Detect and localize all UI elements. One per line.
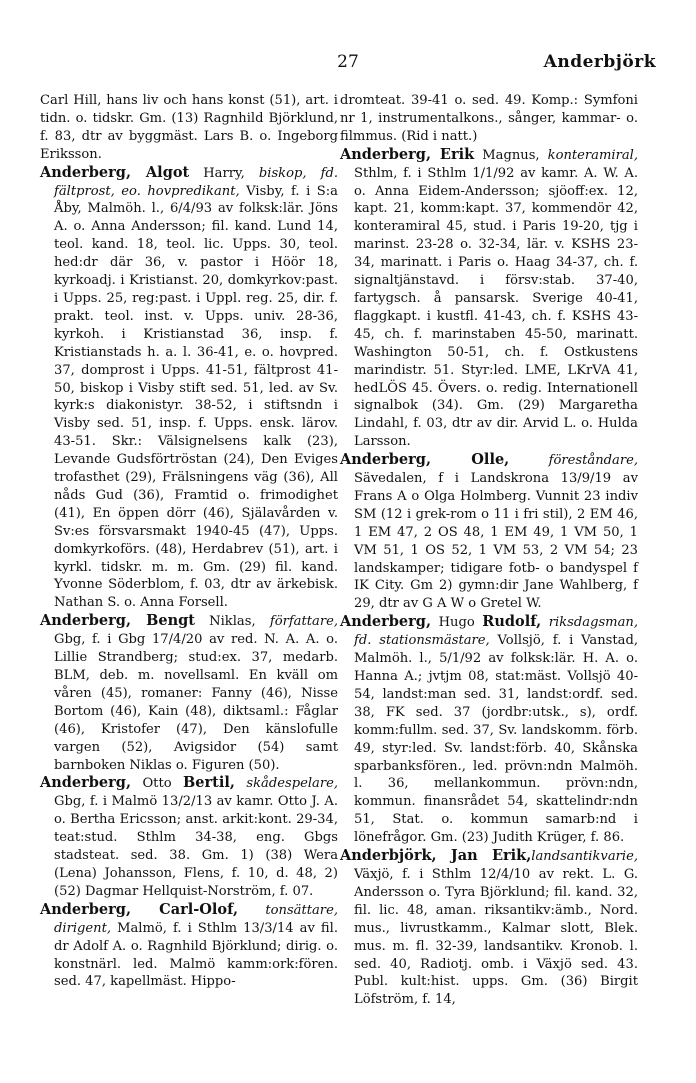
- entry-text: Magnus,: [474, 147, 548, 163]
- entry-title: landsantikvarie,: [531, 849, 638, 865]
- entry-name: Anderberg, Algot: [40, 163, 190, 181]
- entry-body: Visby, f. i S:a Åby, Malmöh. l., 6/4/93 av folksk:lär. Jöns A. o. Anna Andersson; fil. kand. Lund 14, teol. kand. 18, teol. lic. Upps. 30, teol. hed:dr där 36, v. pastor i Höör 18, kyrkoadj. i Kristianst. 20, domkyrkov:past. i Upps. 25, reg:past. i Uppl. reg. 25, dir. f. prakt. teol. inst. v. Upps. univ. 28-36, kyrkoh. i Kristianstad 36, insp. f. Kristianstads h. a. l. 36-41, e. o. hovpred. 37, domprost i Upps. 41-51, fältprost 41-50, biskop i Visby stift sed. 51, led. av Sv. kyrk:s diakonistyr. 38-52, i stiftsndn i Visby sed. 51, insp. f. Upps. ensk. lärov. 43-51. Skr.: Välsignelsens kalk (23), Levande Gudsförtröstan (24), Den Eviges trofasthet (29), Frälsningens väg (36), All nåds Gud (36), Framtid o. frimodighet (41), En öppen dörr (46), Själavården v. Sv:es försvarsmakt 1940-45 (47), Upps. domkyrkoförs. (48), Herdabrev (51), art. i kyrkl. tidskr. m. m. Gm. (29) fil. kand. Yvonne Söderblom, f. 03, dtr av ärkebisk. Nathan S. o. Anna Forsell.: [54, 183, 338, 611]
- entry-name: Anderberg, Erik: [340, 145, 475, 163]
- entry-text: dromteat. 39-41 o. sed. 49. Komp.: Symfoni nr 1, instrumentalkons., sånger, kammar- o. filmmus. (Rid i natt.): [340, 93, 638, 144]
- entry-olle-anderberg: [340, 451, 638, 613]
- entry-name: Anderberg, Bengt: [40, 612, 195, 630]
- entry-text: Niklas,: [194, 614, 270, 630]
- entry-text: Carl Hill, hans liv och hans konst (51), art. i tidn. o. tidskr. Gm. (13) Ragnhild Björklund, f. 83, dtr av byggmäst. Lars B. o. Ingeborg Eriksson.: [40, 93, 338, 162]
- page-header: [40, 52, 656, 82]
- entry-title: föreståndare,: [548, 453, 638, 469]
- entry-text: [238, 903, 265, 918]
- page-number: 27: [337, 52, 359, 72]
- entry-name-secondary: Rudolf,: [482, 613, 542, 631]
- left-column: [40, 92, 338, 991]
- entry-title: tonsättare, dirigent,: [54, 902, 338, 936]
- entry-algot-anderberg: [40, 164, 338, 613]
- entry-body: Gbg, f. i Malmö 13/2/13 av kamr. Otto J. A. o. Bertha Ericsson; anst. arkit:kont. 29-34, teat:stud. Sthlm 34-38, eng. Gbgs stadsteat. sed. 38. Gm. 1) (38) Wera (Lena) Johansson, Flens, f. 10, d. 48, 2) (52) Dagmar Hellquist-Norström, f. 07.: [54, 794, 338, 899]
- entry-text: Otto: [131, 776, 184, 792]
- entry-carl-olof-anderberg: [40, 901, 338, 992]
- entry-title: konteramiral,: [547, 147, 639, 163]
- entry-body: Malmö, f. i Sthlm 13/3/14 av fil. dr Adolf A. o. Ragnhild Björklund; dirig. o. konstnärl. led. Malmö kamm:ork:fören. sed. 47, kapellmäst. Hippo-: [54, 920, 338, 990]
- entry-bertil-anderberg: [40, 774, 338, 900]
- entry-title: biskop, fd. fältprost, eo. hovpredikant,: [54, 165, 338, 199]
- entry-name: Anderberg,: [340, 613, 431, 631]
- entry-jan-erik-anderbjork: [340, 847, 638, 1009]
- entry-title: författare,: [269, 614, 338, 630]
- entry-text: [509, 453, 548, 468]
- entry-body: Sthlm, f. i Sthlm 1/1/92 av kamr. A. W. A. o. Anna Eidem-Andersson; sjöoff:ex. 12, kapt. 21, komm:kapt. 37, kommendör 42, konteramiral 45, stud. i Paris 19-20, tjg i marinst. 23-28 o. 32-34, lär. v. KSHS 23-34, marinatt. i Paris o. Haag 34-37, ch. f. signaltjänstavd. i försv:stab. 37-40, fartygsch. å pansarsk. Sverige 40-41, flaggkapt. i kustfl. 41-43, ch. f. KSHS 43-45, ch. f. marinstaben 45-50, marinatt. Washington 50-51, ch. f. Ostkustens marindistr. 51. Styr:led. LME, LKrVA 41, hedLÖS 45. Övers. o. redig. Internationell signalbok (34). Gm. (29) Margaretha Lindahl, f. 03, dtr av dir. Arvid L. o. Hulda Larsson.: [354, 165, 638, 450]
- entry-name: Anderberg,: [40, 774, 131, 792]
- entry-title: skådespelare,: [234, 776, 338, 792]
- entry-title: riksdagsman, fd. stationsmästare,: [354, 615, 638, 649]
- entry-name-secondary: Bertil,: [183, 774, 235, 792]
- entry-erik-anderberg: [340, 146, 638, 451]
- entry-body: Vollsjö, f. i Vanstad, Malmöh. l., 5/1/92 av folksk:lär. H. A. o. Hanna A.; jvtjm 08, stat:mäst. Vollsjö 40-54, landst:man sed. 31, landst:ordf. sed. 38, FK sed. 37 (jordbr:utsk., s), ordf. komm:fullm. sed. 37, Sv. landskomm. förb. 49, styr:led. Sv. landst:förb. 40, Skånska sparbanksfören., led. prövn:ndn Malmöh. l. 36, mellankommun. prövn:ndn, kommun. finansrådet 54, skattelindr:ndn 51, Stat. o. kommun samarb:nd i lönefrågor. Gm. (23) Judith Krüger, f. 86.: [354, 633, 638, 846]
- entry-body: Sävedalen, f i Landskrona 13/9/19 av Frans A o Olga Holmberg. Vunnit 23 indiv SM (12 i grek-rom o 11 i fri stil), 2 EM 46, 1 EM 47, 2 OS 48, 1 EM 49, 1 VM 50, 1 VM 51, 1 OS 52, 1 VM 53, 2 VM 54; 23 landskamper; tidigare fotb- o bandyspel f IK City. Gm 2) gymn:dir Jane Wahlberg, f 29, dtr av G A W o Gretel W.: [354, 471, 638, 612]
- entry-name: Anderbjörk, Jan Erik,: [340, 847, 532, 865]
- entry-rudolf-anderberg: [340, 613, 638, 847]
- right-column: [340, 92, 638, 1009]
- entry-name: Anderberg, Carl-Olof,: [40, 900, 239, 918]
- entry-continued: [40, 92, 338, 164]
- entry-continued: [340, 92, 638, 146]
- entry-text: Hugo: [431, 615, 483, 631]
- entry-body: Växjö, f. i Sthlm 12/4/10 av rekt. L. G. Andersson o. Tyra Björklund; fil. kand. 32, fil. lic. 48, aman. riksantikv:ämb., Nord. mus., livrustkamm., Kalmar slott, Blek. mus. m. fl. 32-39, landsantikv. Kronob. l. sed. 40, Radiotj. omb. i Växjö sed. 43. Publ. kult:hist. upps. Gm. (36) Birgit Löfström, f. 14,: [354, 866, 638, 1008]
- running-head: Anderbjörk: [543, 52, 656, 72]
- entry-text: Harry,: [189, 165, 259, 181]
- entry-body: Gbg, f. i Gbg 17/4/20 av red. N. A. A. o. Lillie Strandberg; stud:ex. 37, medarb. BLM, deb. m. novellsaml. En kväll om våren (45), romaner: Fanny (46), Nisse Bortom (46), Kain (48), diktsaml.: Fåglar (46), Kristofer (47), Den känslofulle vargen (52), Avigsidor (54) samt barnboken Niklas o. Figuren (50).: [54, 632, 338, 773]
- entry-name: Anderberg, Olle,: [340, 451, 510, 469]
- entry-bengt-anderberg: [40, 612, 338, 774]
